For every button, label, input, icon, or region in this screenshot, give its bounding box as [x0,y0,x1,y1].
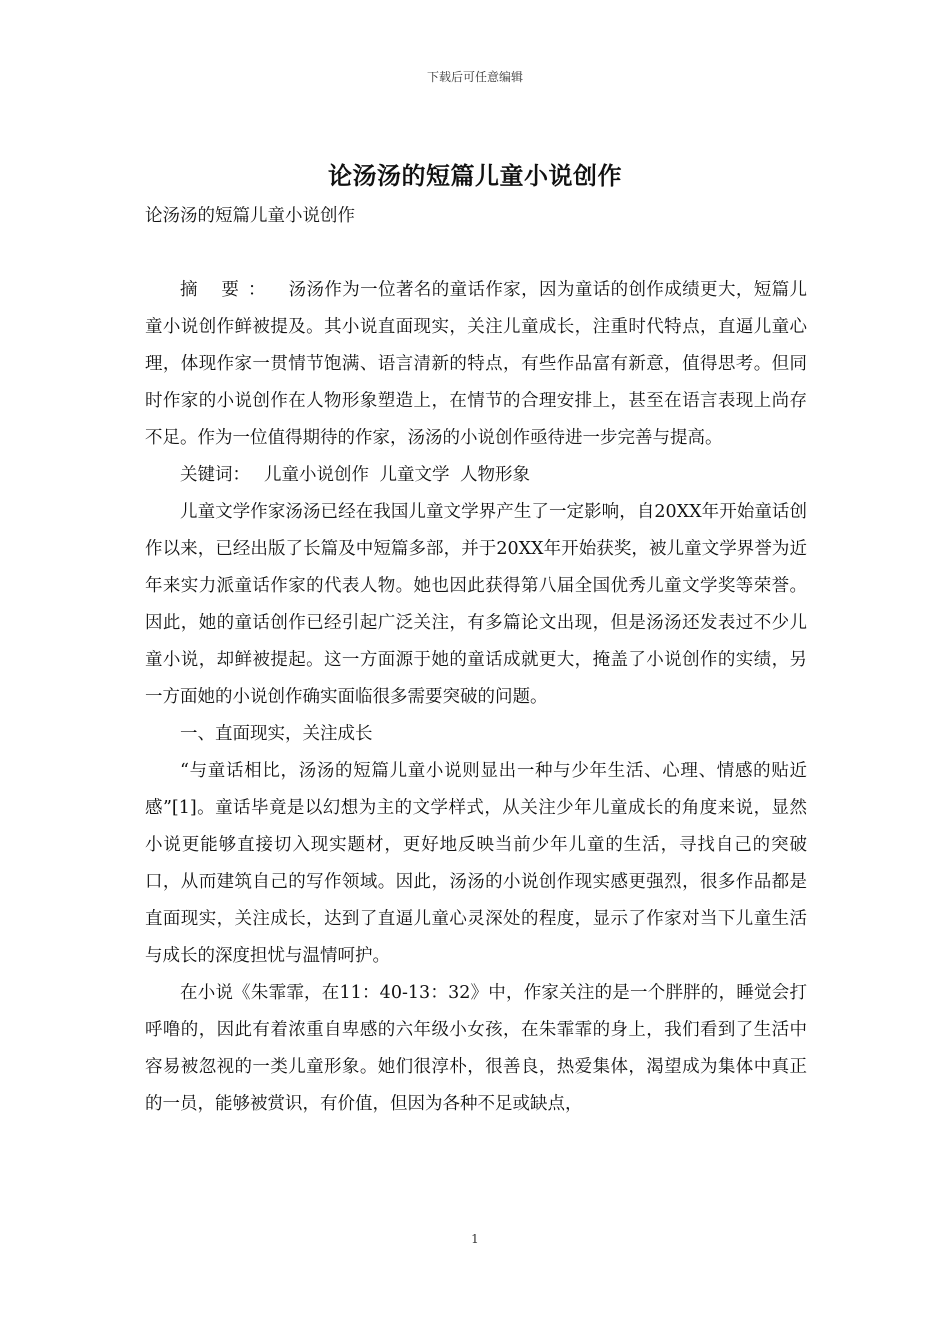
page-number: 1 [471,1232,479,1246]
body-paragraph: 在小说《朱霏霏，在11：40-13：32》中，作家关注的是一个胖胖的，睡觉会打呼噜的，因此有着浓重自卑感的六年级小女孩，在朱霏霏的身上，我们看到了生活中容易被忽视的一类儿童形象。她们很淳朴，很善良，热爱集体，渴望成为集体中真正的一员，能够被赏识，有价值，但因为各种不足或缺点， [145,983,807,1114]
keyword-item: 儿童小说创作 [264,465,369,485]
body-paragraph: “与童话相比，汤汤的短篇儿童小说则显出一种与少年生活、心理、情感的贴近感”[1]。童话毕竟是以幻想为主的文学样式，从关注少年儿童成长的角度来说，显然小说更能够直接切入现实题材，更好地反映当前少年儿童的生活，寻找自己的突破口，从而建筑自己的写作领域。因此，汤汤的小说创作现实感更强烈，很多作品都是直面现实，关注成长，达到了直逼儿童心灵深处的程度，显示了作家对当下儿童生活与成长的深度担忧与温情呵护。 [145,761,807,966]
keywords-paragraph [145,457,807,494]
abstract-label: 摘 要： [180,280,275,300]
document-title: 论汤汤的短篇儿童小说创作 [328,161,622,190]
abstract-paragraph [145,272,807,457]
keyword-item: 儿童文学 [379,465,450,485]
body-paragraph-intro: 儿童文学作家汤汤已经在我国儿童文学界产生了一定影响，自20XX年开始童话创作以来，已经出版了长篇及中短篇多部，并于20XX年开始获奖，被儿童文学界誉为近年来实力派童话作家的代表人物。她也因此获得第八届全国优秀儿童文学奖等荣誉。因此，她的童话创作已经引起广泛关注，有多篇论文出现，但是汤汤还发表过不少儿童小说，却鲜被提起。这一方面源于她的童话成就更大，掩盖了小说创作的实绩，另一方面她的小说创作确实面临很多需要突破的问题。 [145,502,807,707]
keyword-item: 人物形象 [460,465,530,485]
section-heading: 一、直面现实，关注成长 [180,724,373,744]
document-body [145,198,807,1123]
page-header: 下载后可任意编辑 [426,70,523,84]
document-subtitle: 论汤汤的短篇儿童小说创作 [145,206,355,226]
keywords-label: 关键词： [180,465,250,485]
abstract-text: 汤汤作为一位著名的童话作家，因为童话的创作成绩更大，短篇儿童小说创作鲜被提及。其小说直面现实，关注儿童成长，注重时代特点，直逼儿童心理，体现作家一贯情节饱满、语言清新的特点，有些作品富有新意，值得思考。但同时作家的小说创作在人物形象塑造上，在情节的合理安排上，甚至在语言表现上尚存不足。作为一位值得期待的作家，汤汤的小说创作亟待进一步完善与提高。 [145,280,807,448]
